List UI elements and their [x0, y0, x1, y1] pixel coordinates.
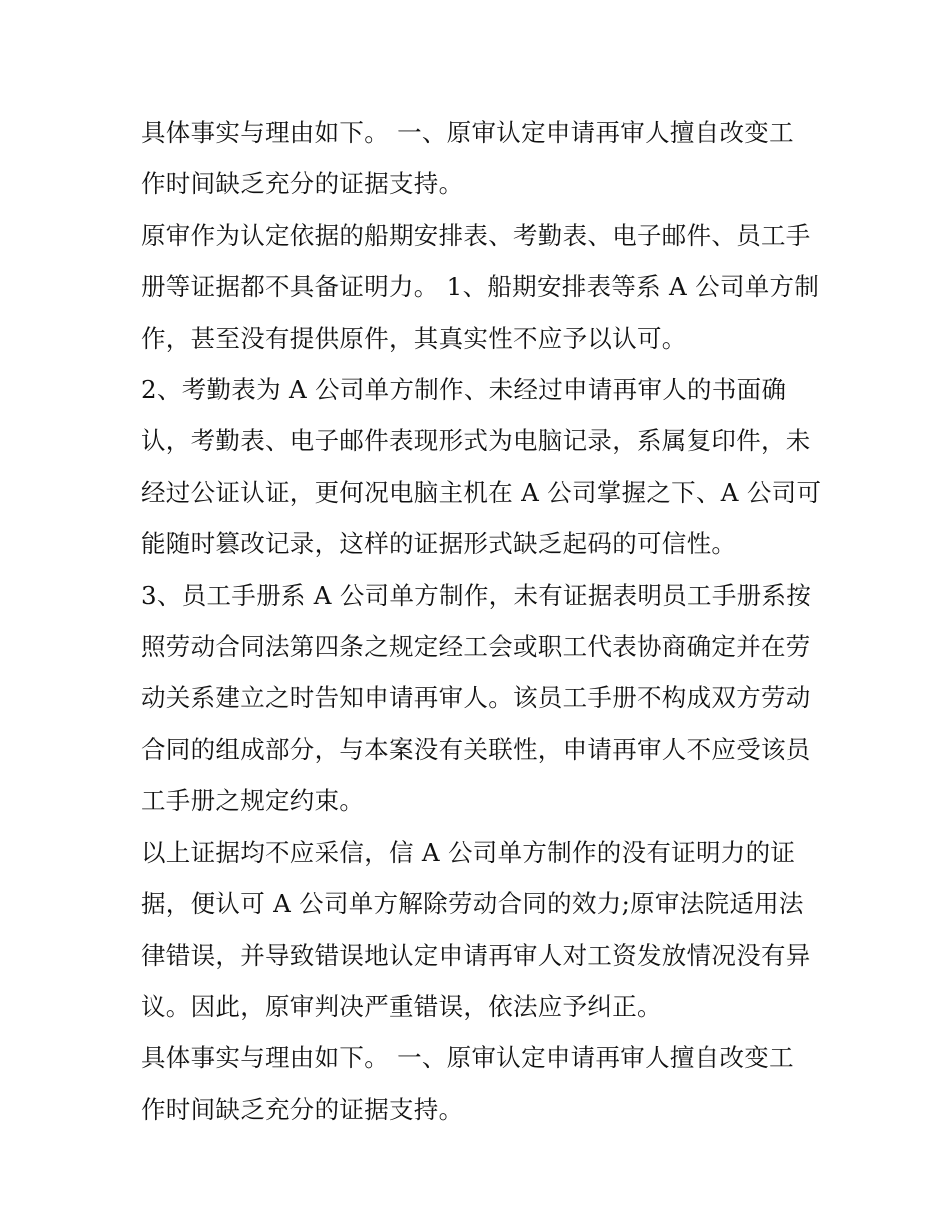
text-line: 认，考勤表、电子邮件表现形式为电脑记录，系属复印件，未	[141, 426, 811, 456]
text-line: 据，便认可 A 公司单方解除劳动合同的效力;原审法院适用法	[141, 889, 804, 919]
text-line: 合同的组成部分，与本案没有关联性，申请再审人不应受该员	[141, 734, 811, 764]
text-line: 工手册之规定约束。	[141, 786, 365, 816]
text-line: 2、考勤表为 A 公司单方制作、未经过申请再审人的书面确	[141, 375, 787, 405]
text-line: 册等证据都不具备证明力。 1、船期安排表等系 A 公司单方制	[141, 272, 820, 302]
text-line: 以上证据均不应采信，信 A 公司单方制作的没有证明力的证	[141, 837, 796, 867]
paragraph-evidence-overview	[141, 210, 820, 364]
text-line: 具体事实与理由如下。 一、原审认定申请再审人擅自改变工	[141, 118, 794, 147]
text-line: 律错误，并导致错误地认定申请再审人对工资发放情况没有异	[141, 940, 811, 970]
text-line: 3、员工手册系 A 公司单方制作，未有证据表明员工手册系按	[141, 580, 812, 610]
text-line: 照劳动合同法第四条之规定经工会或职工代表协商确定并在劳	[141, 632, 811, 662]
text-line: 经过公证认证，更何况电脑主机在 A 公司掌握之下、A 公司可	[141, 477, 822, 507]
text-line: 原审作为认定依据的船期安排表、考勤表、电子邮件、员工手	[141, 220, 811, 250]
document-body	[141, 107, 822, 1135]
text-line: 动关系建立之时告知申请再审人。该员工手册不构成双方劳动	[141, 683, 811, 713]
text-line: 议。因此，原审判决严重错误，依法应予纠正。	[141, 991, 662, 1021]
paragraph-employee-handbook	[141, 570, 813, 827]
text-line: 具体事实与理由如下。 一、原审认定申请再审人擅自改变工	[141, 1043, 794, 1073]
paragraph-facts-intro-repeat	[141, 1032, 813, 1135]
text-line: 作时间缺乏充分的证据支持。	[141, 169, 464, 199]
text-line: 能随时篡改记录，这样的证据形式缺乏起码的可信性。	[141, 529, 737, 559]
text-line: 作，甚至没有提供原件，其真实性不应予以认可。	[141, 323, 687, 353]
paragraph-conclusion	[141, 827, 813, 1033]
paragraph-facts-intro	[141, 107, 813, 210]
paragraph-attendance-records	[141, 364, 822, 570]
text-line: 作时间缺乏充分的证据支持。	[141, 1094, 464, 1124]
